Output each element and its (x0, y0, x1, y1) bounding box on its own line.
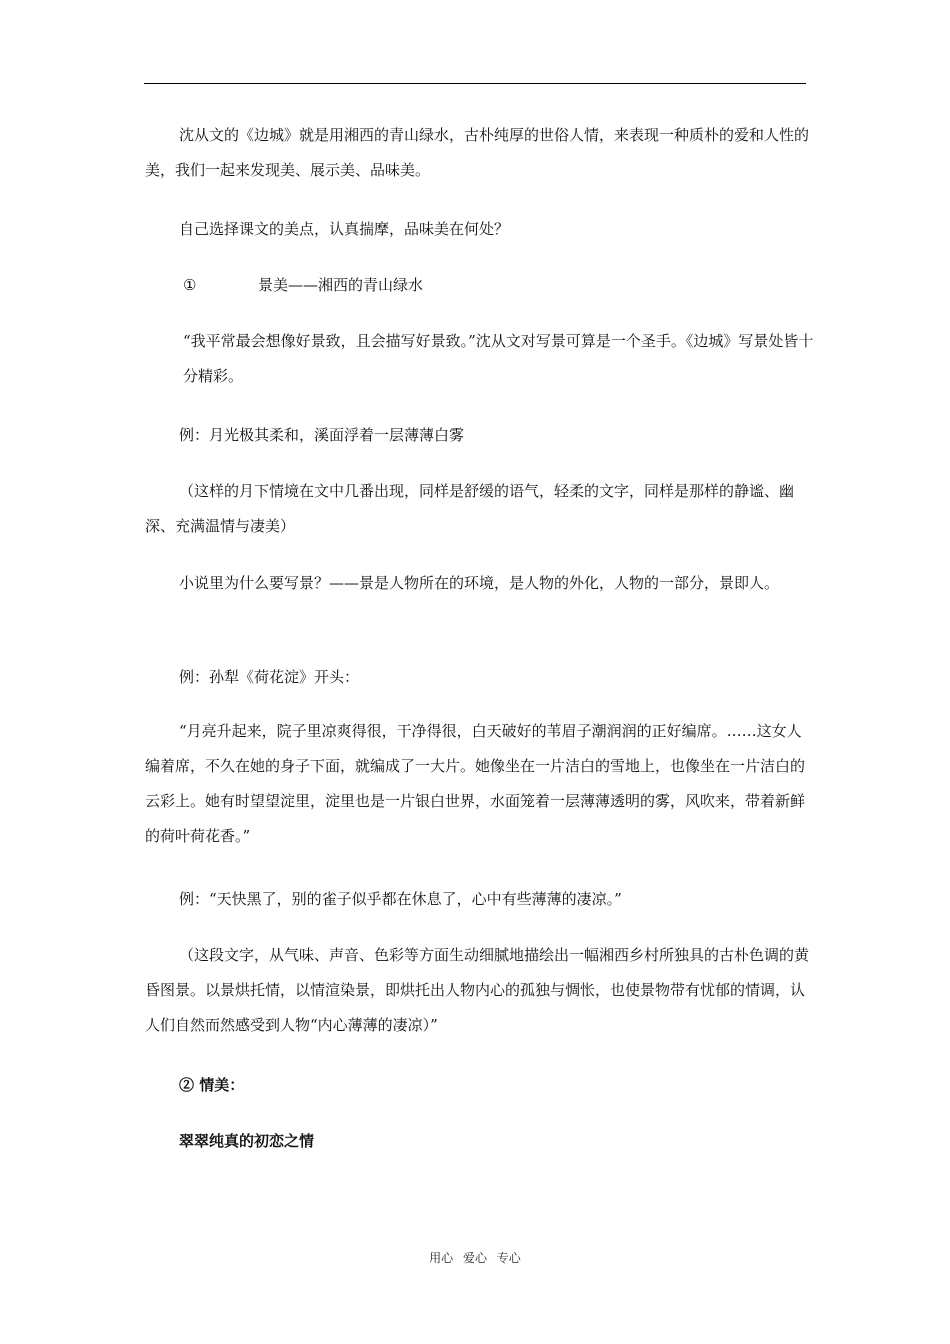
section2-subtitle: 翠翠纯真的初恋之情 (179, 1132, 315, 1150)
note1-paragraph: （这样的月下情境在文中几番出现，同样是舒缓的语气，轻柔的文字，同样是那样的静谧、幽深、充满温情与凄美） (145, 482, 795, 535)
example3-paragraph: 例：“天快黑了，别的雀子似乎都在休息了，心中有些薄薄的凄凉。” (179, 890, 622, 908)
question-paragraph: 小说里为什么要写景？——景是人物所在的环境，是人物的外化，人物的一部分，景即人。 (179, 574, 780, 592)
example1-paragraph: 例：月光极其柔和，溪面浮着一层薄薄白雾 (179, 426, 465, 444)
quote2-paragraph: “月亮升起来，院子里凉爽得很，干净得很，白天破好的苇眉子潮润润的正好编席。……这女人编着席，不久在她的身子下面，就编成了一大片。她像坐在一片洁白的雪地上，也像坐在一片洁白的云彩上。她有时望望淀里，淀里也是一片银白世界，水面笼着一层薄薄透明的雾，风吹来，带着新鲜的荷叶荷花香。” (145, 722, 806, 845)
quote1-paragraph: “我平常最会想像好景致，且会描写好景致。”沈从文对写景可算是一个圣手。《边城》写景处皆十分精彩。 (183, 332, 814, 385)
section1-title: 景美——湘西的青山绿水 (258, 276, 424, 294)
task-paragraph: 自己选择课文的美点，认真揣摩，品味美在何处？ (179, 220, 510, 238)
example2-paragraph: 例：孙犁《荷花淀》开头： (179, 668, 360, 686)
section2-title: ② 情美： (179, 1076, 245, 1094)
section1-number: ① (183, 276, 197, 294)
header-rule (144, 83, 806, 84)
note2-paragraph: （这段文字，从气味、声音、色彩等方面生动细腻地描绘出一幅湘西乡村所独具的古朴色调的黄昏图景。以景烘托情，以情渲染景，即烘托出人物内心的孤独与惆怅，也使景物带有忧郁的情调，认人们自然而然感受到人物“内心薄薄的凄凉）” (145, 946, 810, 1034)
page-footer: 用心 爱心 专心 (429, 1251, 521, 1265)
intro-paragraph: 沈从文的《边城》就是用湘西的青山绿水，古朴纯厚的世俗人情，来表现一种质朴的爱和人性的美，我们一起来发现美、展示美、品味美。 (145, 126, 810, 179)
